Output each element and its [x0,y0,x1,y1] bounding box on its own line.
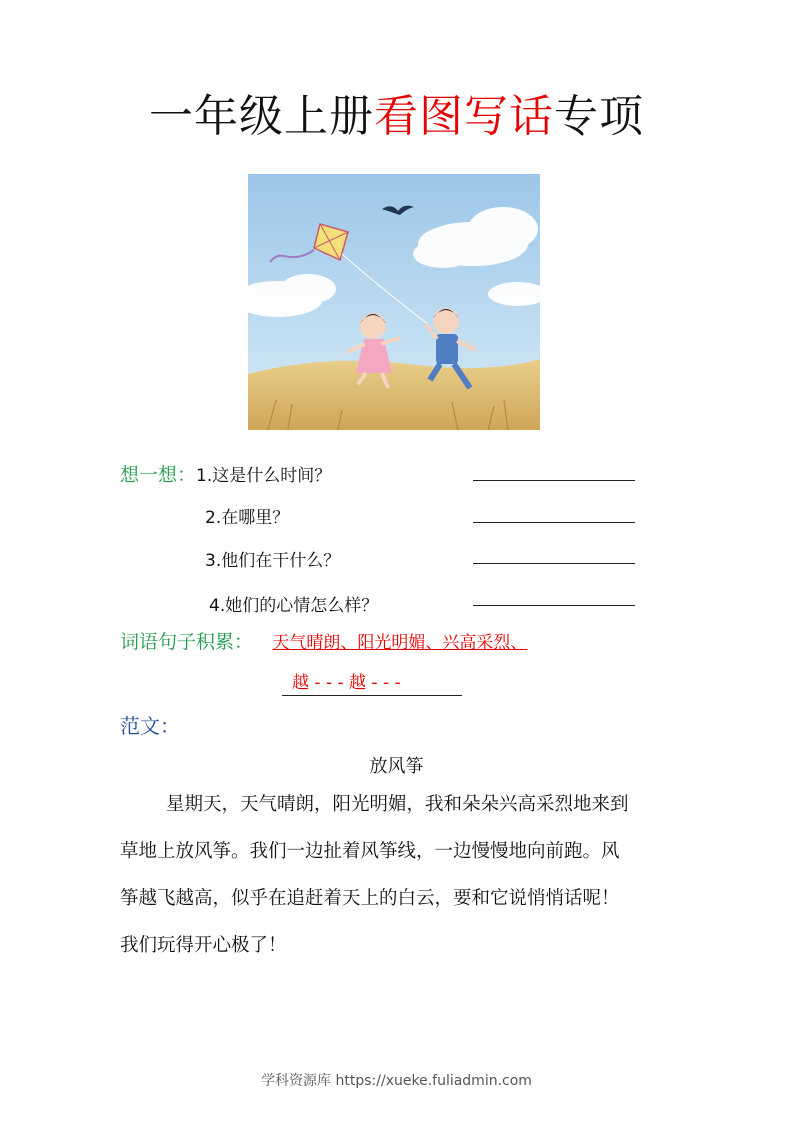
think-label: 想一想： [120,464,197,486]
words-label: 词语句子积累： [120,631,254,653]
sample-label: 范文： [120,714,180,738]
question-2: 2.在哪里？ [205,508,290,528]
answer-line-1 [473,480,635,481]
think-row-1 [120,460,331,487]
question-3: 3.他们在干什么？ [205,551,341,571]
answer-line-4 [473,605,635,606]
essay-line-3: 筝越飞越高，似乎在追赶着天上的白云，要和它说悄悄话呢！ [120,888,620,909]
question-1: 1.这是什么时间？ [196,466,332,486]
question-4: 4.她们的心情怎么样？ [209,596,379,616]
kite-illustration [248,174,540,430]
page-title [0,80,793,144]
words-row-1 [120,627,527,654]
essay-line-2: 草地上放风筝。我们一边扯着风筝线，一边慢慢地向前跑。风 [120,841,620,862]
words-row-2 [282,668,462,696]
title-part2: 看图写话 [374,91,554,142]
kite-children-icon [248,174,540,430]
essay-title: 放风筝 [369,756,424,777]
answer-line-3 [473,563,635,564]
footer-source: 学科资源库 https://xueke.fuliadmin.com [261,1073,532,1089]
title-part3: 专项 [554,91,644,142]
words-line-2: 越 - - - 越 - - - [292,673,401,693]
essay-line-4: 我们玩得开心极了！ [120,935,287,956]
essay-body [120,781,680,969]
essay-line-1: 星期天，天气晴朗，阳光明媚，我和朵朵兴高采烈地来到 [166,794,629,815]
words-line-1: 天气晴朗、阳光明媚、兴高采烈、 [272,633,528,653]
answer-line-2 [473,522,635,523]
title-part1: 一年级上册 [149,91,374,142]
